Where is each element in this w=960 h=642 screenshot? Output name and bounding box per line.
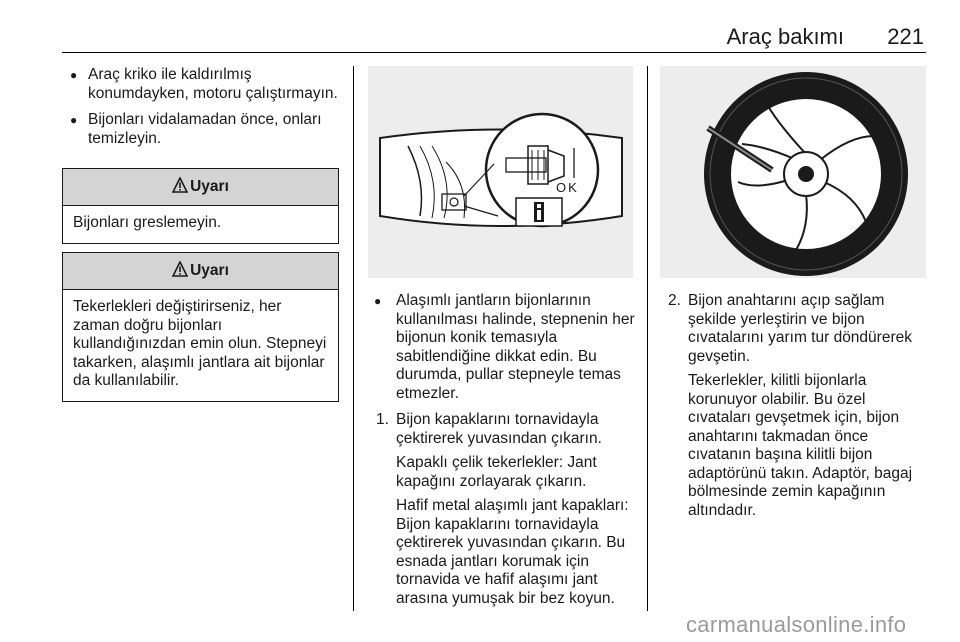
warning-title: Uyarı xyxy=(190,262,229,279)
watermark: carmanualsonline.info xyxy=(686,612,907,637)
step-number: 2. xyxy=(668,292,681,309)
warning-box-2 xyxy=(62,252,339,402)
middle-column xyxy=(374,292,636,614)
ok-label: OK xyxy=(556,180,579,195)
warning-header xyxy=(63,253,338,290)
lug-nut-figure xyxy=(368,66,633,278)
page-header xyxy=(62,22,926,53)
step-item xyxy=(374,411,636,448)
step-number: 1. xyxy=(376,411,389,428)
list-item: ● Alaşımlı jantların bijonlarının kullanılması halinde, stepnenin her bijonun konik temasıyla sabitlendiğine dikkat edin. Bu durumda, pullar stepneyle temas etmezler. xyxy=(374,292,636,403)
warning-title: Uyarı xyxy=(190,178,229,195)
step-subtext: Kapaklı çelik tekerlekler: Jant kapağını zorlayarak çıkarın. xyxy=(396,454,597,490)
page-number: 221 xyxy=(887,24,924,49)
column-divider-2 xyxy=(647,66,648,611)
list-item: ● Araç kriko ile kaldırılmış konumdayken, motoru çalıştırmayın. xyxy=(70,66,340,103)
wheel-figure xyxy=(660,66,926,278)
column-divider-1 xyxy=(353,66,354,611)
warning-box-1 xyxy=(62,168,339,244)
step-text: Bijon anahtarını açıp sağlam şekilde yerleştirin ve bijon cıvatalarını yarım tur döndürerek gevşetin. xyxy=(688,292,912,365)
left-column xyxy=(70,66,340,156)
warning-header xyxy=(63,169,338,206)
step-subtext: Hafif metal alaşımlı jant kapakları: Bijon kapaklarını tornavidayla çektirerek yuvasından çıkarın. Bu esnada jantları korumak için tornavida ve hafif alaşımı jant arasına yumuşak bir bez koyun. xyxy=(396,497,629,607)
right-column xyxy=(666,292,928,526)
list-item: ● Bijonları vidalamadan önce, onları temizleyin. xyxy=(70,111,340,148)
warning-triangle-icon xyxy=(172,177,188,193)
wheel-illustration xyxy=(660,66,926,278)
wheel-detail-illustration xyxy=(368,66,633,278)
warning-text: Tekerlekleri değiştirirseniz, her zaman doğru bijonları kullandığınızdan emin olun. Stepneyi takarken, alaşımlı jantlara ait bijonlar da kullanılabilir. xyxy=(73,298,327,389)
warning-text: Bijonları greslemeyin. xyxy=(73,214,222,231)
page-title: Araç bakımı xyxy=(726,24,844,49)
step-subtext: Tekerlekler, kilitli bijonlarla korunuyor olabilir. Bu özel cıvataları gevşetmek için, bijon anahtarını takmadan önce cıvatanın başına kilitli bijon adaptörünü takın. Adaptör, bagaj bölmesinde zemin kapağının altındadır. xyxy=(688,372,913,519)
warning-triangle-icon xyxy=(172,261,188,277)
step-item xyxy=(666,292,928,366)
step-text: Bijon kapaklarını tornavidayla çektirerek yuvasından çıkarın. xyxy=(396,411,602,447)
